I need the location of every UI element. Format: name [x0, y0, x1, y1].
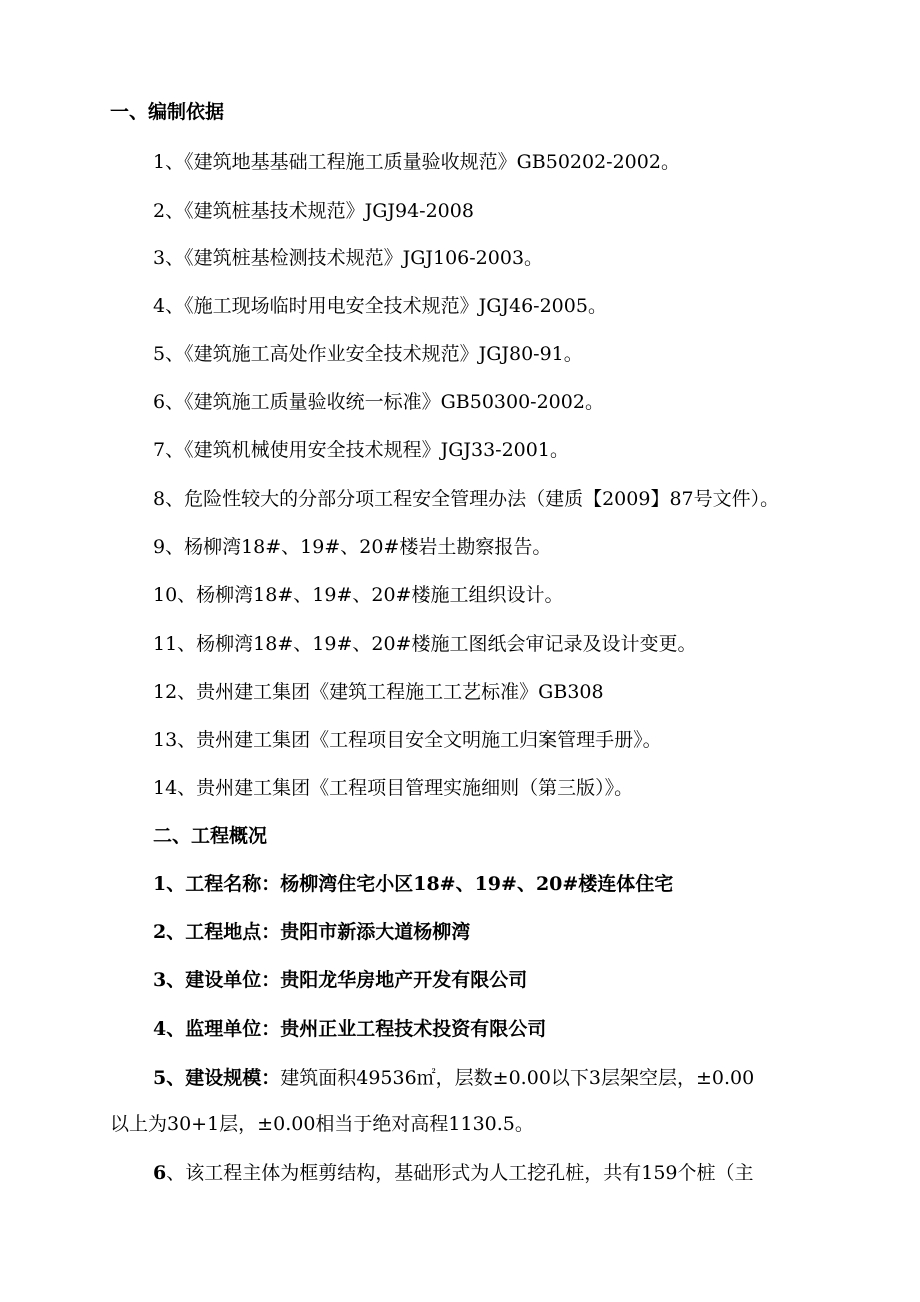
basis-item-3: 3、《建筑桩基检测技术规范》JGJ106-2003。 — [153, 247, 544, 269]
construction-scale — [0, 1066, 920, 1090]
basis-item-11: 11、杨柳湾18#、19#、20#楼施工图纸会审记录及设计变更。 — [153, 633, 697, 655]
structure-description-text: 、该工程主体为框剪结构，基础形式为人工挖孔桩，共有159个桩（主 — [166, 1162, 754, 1184]
basis-item-8: 8、危险性较大的分部分项工程安全管理办法（建质【2009】87号文件）。 — [153, 488, 780, 510]
construction-scale-continued: 以上为30+1层，±0.00相当于绝对高程1130.5。 — [110, 1113, 534, 1135]
section-2-heading: 二、工程概况 — [153, 825, 268, 847]
structure-description-number: 6 — [153, 1162, 167, 1184]
basis-item-7: 7、《建筑机械使用安全技术规程》JGJ33-2001。 — [153, 439, 569, 461]
structure-description — [0, 1161, 920, 1185]
basis-item-5: 5、《建筑施工高处作业安全技术规范》JGJ80-91。 — [153, 343, 583, 365]
project-name: 1、工程名称：杨柳湾住宅小区18#、19#、20#楼连体住宅 — [153, 873, 674, 895]
basis-item-12: 12、贵州建工集团《建筑工程施工工艺标准》GB308 — [153, 681, 604, 703]
basis-item-6: 6、《建筑施工质量验收统一标准》GB50300-2002。 — [153, 391, 604, 413]
basis-item-1: 1、《建筑地基基础工程施工质量验收规范》GB50202-2002。 — [153, 151, 680, 173]
construction-scale-text: 建筑面积49536㎡，层数±0.00以下3层架空层，±0.00 — [280, 1067, 755, 1089]
basis-item-4: 4、《施工现场临时用电安全技术规范》JGJ46-2005。 — [153, 295, 607, 317]
basis-item-14: 14、贵州建工集团《工程项目管理实施细则（第三版）》。 — [153, 777, 634, 799]
basis-item-13: 13、贵州建工集团《工程项目安全文明施工归案管理手册》。 — [153, 729, 662, 751]
basis-item-10: 10、杨柳湾18#、19#、20#楼施工组织设计。 — [153, 584, 564, 606]
project-location: 2、工程地点：贵阳市新添大道杨柳湾 — [153, 921, 471, 943]
basis-item-9: 9、杨柳湾18#、19#、20#楼岩土勘察报告。 — [153, 536, 552, 558]
construction-scale-label: 5、建设规模： — [153, 1067, 281, 1089]
basis-item-2: 2、《建筑桩基技术规范》JGJ94-2008 — [153, 200, 474, 222]
section-1-heading: 一、编制依据 — [110, 101, 225, 123]
construction-unit: 3、建设单位：贵阳龙华房地产开发有限公司 — [153, 969, 528, 991]
supervision-unit: 4、监理单位：贵州正业工程技术投资有限公司 — [153, 1018, 547, 1040]
